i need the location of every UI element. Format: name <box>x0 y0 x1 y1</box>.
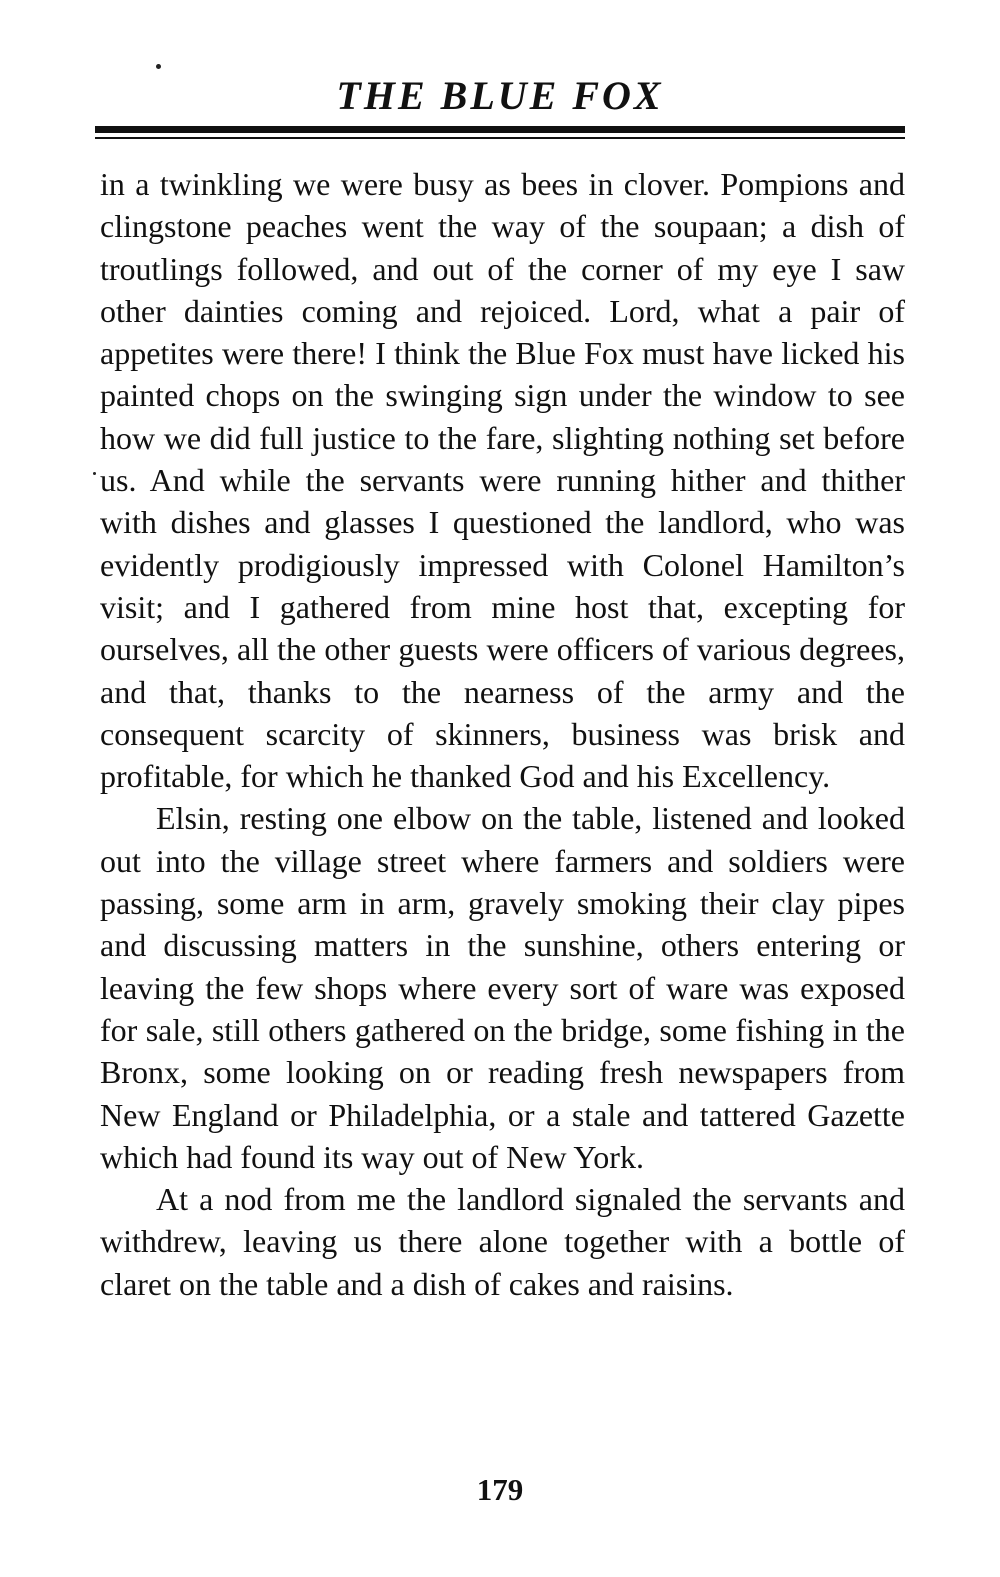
header-rule-thick <box>95 126 905 133</box>
paragraph: At a nod from me the landlord signaled the servants and withdrew, leaving us there alone together with a bottle of claret on the table and a dish of cakes and raisins. <box>100 1181 905 1302</box>
header-rule-thin <box>95 137 905 139</box>
page-number: 179 <box>476 1472 524 1507</box>
paragraph: Elsin, resting one elbow on the table, listened and looked out into the village street where farmers and soldiers were passing, some arm in arm, gravely smoking their clay pipes and discussing matters in the sunshine, others entering or leaving the few shops where every sort of ware was exposed for sale, still others gathered on the bridge, some fishing in the Bronx, some looking on or reading fresh newspapers from New England or Philadelphia, or a stale and tattered Gazette which had found its way out of New York. <box>100 800 905 1175</box>
body-text <box>100 163 905 1305</box>
page-header <box>95 70 905 139</box>
running-title: THE BLUE FOX <box>336 73 664 118</box>
paragraph: in a twinkling we were busy as bees in clover. Pompions and clingstone peaches went the way of the soupaan; a dish of troutlings followed, and out of the corner of my eye I saw other dainties coming and rejoiced. Lord, what a pair of appetites were there! I think the Blue Fox must have licked his painted chops on the swinging sign under the window to see how we did full justice to the fare, slighting nothing set before us. And while the servants were running hither and thither with dishes and glasses I questioned the landlord, who was evidently prodigiously impressed with Colonel Hamilton’s visit; and I gathered from mine host that, excepting for ourselves, all the other guests were officers of various degrees, and that, thanks to the nearness of the army and the consequent scarcity of skinners, business was brisk and profitable, for which he thanked God and his Excellency. <box>100 166 905 795</box>
ink-speck <box>156 64 161 69</box>
ink-speck <box>93 472 96 475</box>
